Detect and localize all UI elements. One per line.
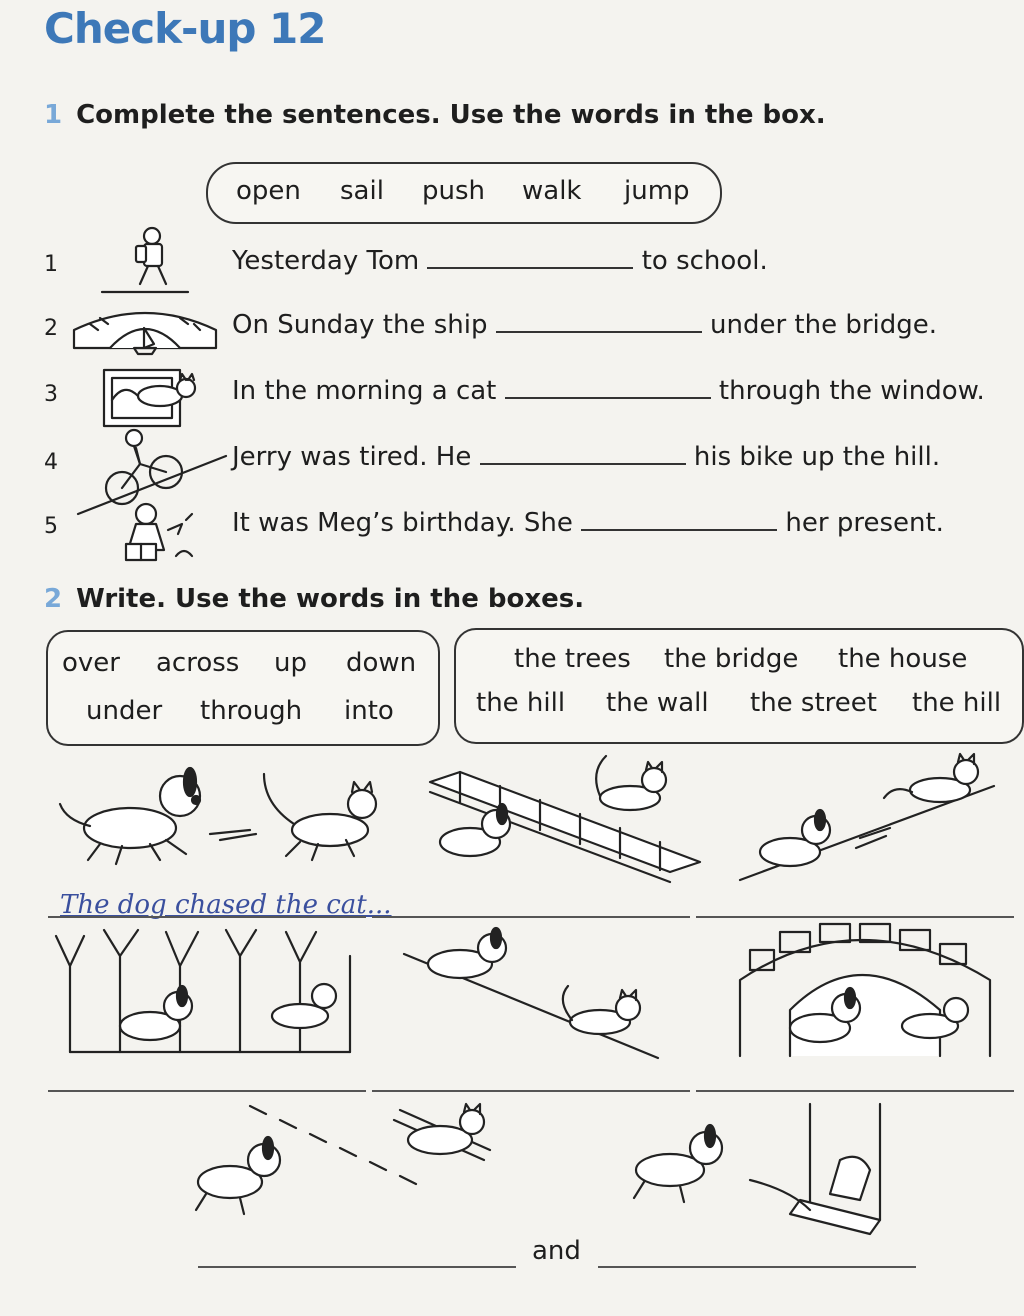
answer-line-2[interactable] [372,916,690,918]
answer-line-1[interactable] [48,916,366,918]
answer-line-6[interactable] [696,1090,1014,1092]
word-push: push [422,176,486,206]
sentence-1 [232,246,768,276]
dog-chasing-cat-under-bridge-icon [730,920,1000,1060]
exercise-2-heading [44,584,584,614]
sentence-4-number: 4 [44,450,58,475]
answer-line-8[interactable] [598,1266,916,1268]
sentence-5-blank[interactable] [581,525,777,531]
answer-line-5[interactable] [372,1090,690,1092]
exercise-1-heading [44,100,826,130]
cat-window-icon [100,366,210,430]
sentence-1-number: 1 [44,252,58,277]
sentence-5-number: 5 [44,514,58,539]
word-the-hill: the hill [476,688,566,718]
sentence-4-before: Jerry was tired. He [232,442,472,472]
ship-under-bridge-icon [70,300,220,362]
dog-chasing-cat-down-hill-icon [400,924,670,1064]
sentence-3-before: In the morning a cat [232,376,497,406]
word-the-hill-2: the hill [912,688,1002,718]
page-title: Check-up 12 [44,4,326,53]
exercise-1-number: 1 [44,100,63,130]
answer-line-3[interactable] [696,916,1014,918]
sentence-4-after: his bike up the hill. [693,442,941,472]
dog-chasing-cat-across-street-icon [180,1100,510,1220]
word-the-trees: the trees [514,644,631,674]
prepositions-box [46,630,440,746]
connector-and: and [532,1236,581,1266]
exercise-2-instruction: Write. Use the words in the boxes. [76,584,585,614]
sentence-1-after: to school. [641,246,768,276]
word-jump: jump [624,176,690,206]
places-box [454,628,1024,744]
dog-chasing-cat-over-wall-icon [400,752,720,872]
dog-chasing-cat-across-icon [50,760,380,870]
word-walk: walk [522,176,582,206]
sentence-3 [232,376,985,406]
word-over: over [62,648,120,678]
answer-line-7[interactable] [198,1266,516,1268]
word-down: down [346,648,417,678]
word-into: into [344,696,394,726]
sentence-2-blank[interactable] [496,327,702,333]
dog-chasing-cat-up-hill-icon [730,752,1000,882]
word-open: open [236,176,301,206]
example-answer: The dog chased the cat... [60,890,392,920]
girl-present-icon [106,500,202,566]
sentence-4-blank[interactable] [480,459,686,465]
boy-walking-icon [100,222,190,296]
word-the-house: the house [838,644,968,674]
sentence-5-before: It was Meg’s birthday. She [232,508,573,538]
sentence-2 [232,310,937,340]
answer-line-4[interactable] [48,1090,366,1092]
word-through: through [200,696,303,726]
sentence-5 [232,508,944,538]
word-the-wall: the wall [606,688,709,718]
exercise-1-instruction: Complete the sentences. Use the words in the box. [76,100,826,130]
sentence-1-before: Yesterday Tom [232,246,420,276]
sentence-1-blank[interactable] [427,263,633,269]
word-up: up [274,648,307,678]
sentence-2-after: under the bridge. [709,310,938,340]
sentence-4 [232,442,940,472]
word-the-bridge: the bridge [664,644,799,674]
word-under: under [86,696,163,726]
word-box-1 [206,162,722,224]
sentence-2-before: On Sunday the ship [232,310,488,340]
sentence-2-number: 2 [44,316,58,341]
dog-chasing-cat-through-trees-icon [50,926,360,1056]
word-across: across [156,648,240,678]
word-sail: sail [340,176,384,206]
exercise-2-number: 2 [44,584,63,614]
sentence-5-after: her present. [785,508,944,538]
dog-chasing-cat-into-house-icon [610,1100,920,1240]
word-the-street: the street [750,688,877,718]
sentence-3-blank[interactable] [505,393,711,399]
sentence-3-after: through the window. [718,376,985,406]
sentence-3-number: 3 [44,382,58,407]
